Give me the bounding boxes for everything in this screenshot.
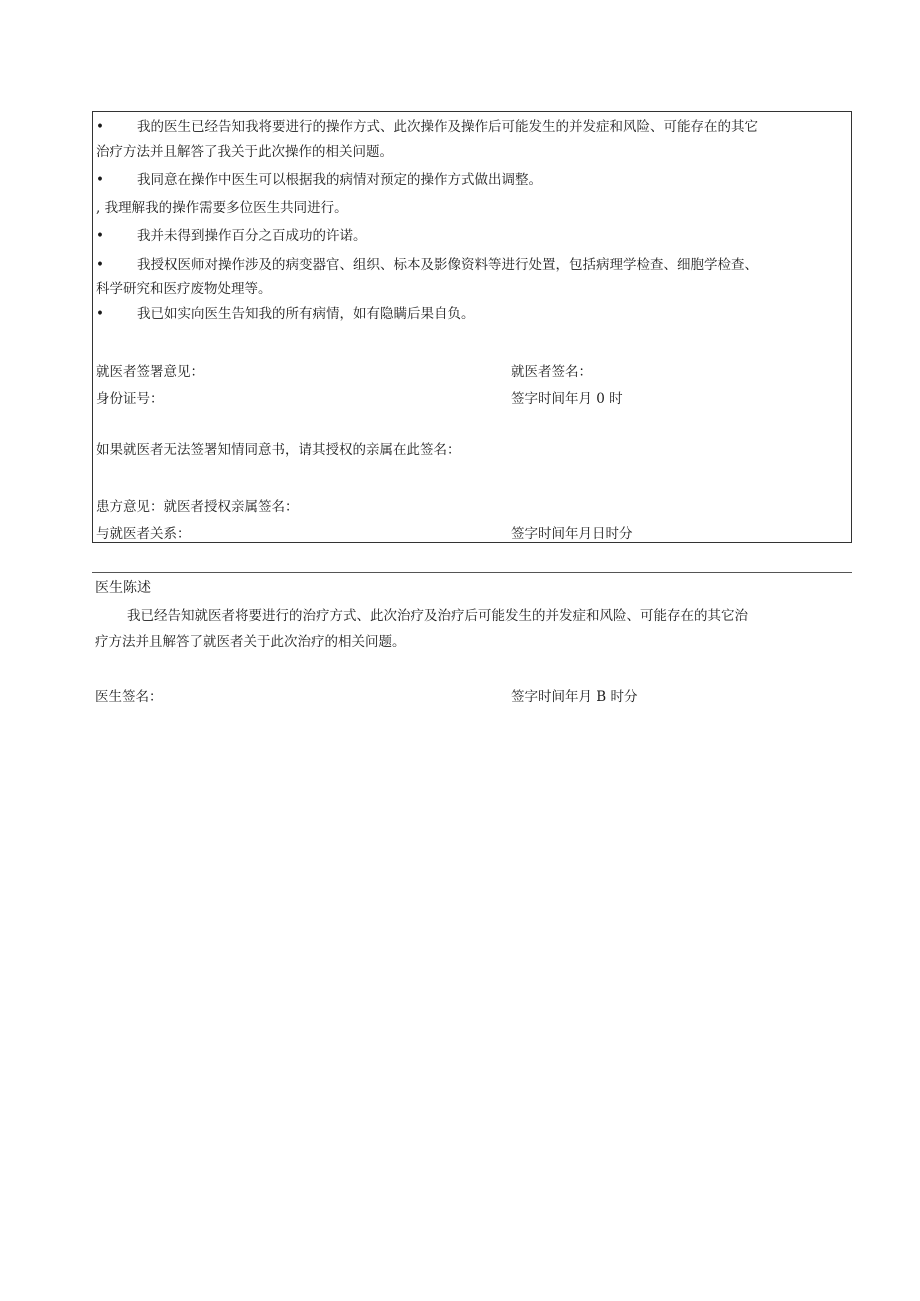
bullet-icon: • (96, 306, 104, 322)
proxy-note: 如果就医者无法签署知情同意书，请其授权的亲属在此签名： (96, 442, 461, 458)
family-sign-time-label: 签字时间年月日时分 (511, 526, 633, 542)
bullet-icon: • (96, 257, 104, 273)
doctor-statement-line: 疗方法并且解答了就医者关于此次治疗的相关问题。 (95, 634, 406, 650)
patient-signature-label: 就医者签名： (511, 364, 592, 380)
bullet-icon: • (96, 228, 104, 244)
consent-item-text: 我的医生已经告知我将要进行的操作方式、此次操作及操作后可能发生的并发症和风险、可能存在的其它 (137, 119, 758, 135)
consent-item-text: , 我理解我的操作需要多位医生共同进行。 (96, 200, 348, 216)
id-number-label: 身份证号： (96, 391, 164, 407)
consent-item-text: 我同意在操作中医生可以根据我的病情对预定的操作方式做出调整。 (137, 172, 542, 188)
doctor-statement-line: 我已经告知就医者将要进行的治疗方式、此次治疗及治疗后可能发生的并发症和风险、可能存在的其它治 (127, 608, 748, 624)
section-divider (92, 572, 852, 573)
consent-item-text: 我已如实向医生告知我的所有病情，如有隐瞒后果自负。 (137, 306, 475, 322)
bullet-icon: • (96, 172, 104, 188)
consent-item-text: 我授权医师对操作涉及的病变器官、组织、标本及影像资料等进行处置，包括病理学检查、细胞学检查、 (137, 257, 758, 273)
consent-item-continuation: 治疗方法并且解答了我关于此次操作的相关问题。 (96, 144, 393, 160)
doctor-signature-label: 医生签名： (95, 689, 163, 705)
patient-consent-box (92, 111, 852, 543)
doctor-sign-time-label: 签字时间年月 B 时分 (511, 689, 638, 705)
family-opinion-label: 患方意见：就医者授权亲属签名： (96, 499, 299, 515)
patient-opinion-label: 就医者签署意见： (96, 364, 204, 380)
bullet-icon: • (96, 119, 104, 135)
consent-item-text: 我并未得到操作百分之百成功的许诺。 (137, 228, 367, 244)
doctor-statement-heading: 医生陈述 (95, 580, 151, 596)
sign-time-label: 签字时间年月 0 时 (511, 391, 623, 407)
relation-label: 与就医者关系： (96, 526, 191, 542)
consent-item-continuation: 科学研究和医疗废物处理等。 (96, 281, 272, 297)
